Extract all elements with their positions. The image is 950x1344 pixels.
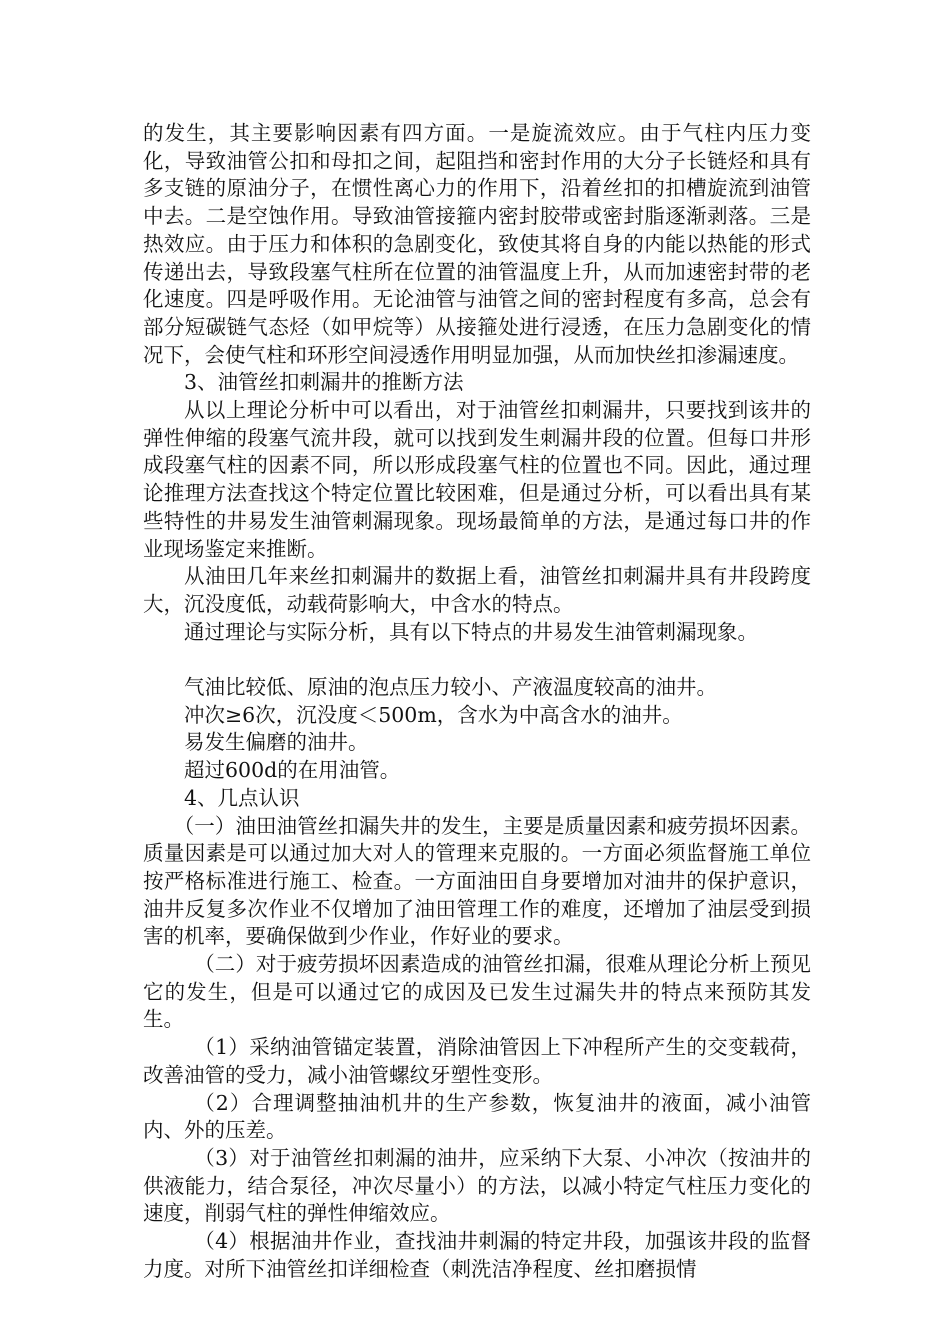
paragraph-3c: 通过理论与实际分析，具有以下特点的井易发生油管刺漏现象。 [184, 619, 758, 644]
paragraph-4b1: （1）采纳油管锚定装置，消除油管因上下冲程所产生的交变载荷，改善油管的受力，减小油管螺纹牙塑性变形。 [143, 1035, 811, 1087]
paragraph-3b: 从油田几年来丝扣刺漏井的数据上看，油管丝扣刺漏井具有井段跨度大，沉没度低，动载荷影响大，中含水的特点。 [143, 564, 811, 616]
paragraph-intro: 的发生，其主要影响因素有四方面。一是旋流效应。由于气柱内压力变化，导致油管公扣和母扣之间，起阻挡和密封作用的大分子长链烃和具有多支链的原油分子，在惯性离心力的作用下，沿着丝扣的扣槽旋流到油管中去。二是空蚀作用。导致油管接箍内密封胶带或密封脂逐渐剥落。三是热效应。由于压力和体积的急剧变化，致使其将自身的内能以热能的形式传递出去，导致段塞气柱所在位置的油管温度上升，从而加速密封带的老化速度。四是呼吸作用。无论油管与油管之间的密封程度有多高，总会有部分短碳链气态烃（如甲烷等）从接箍处进行浸透，在压力急剧变化的情况下，会使气柱和环形空间浸透作用明显加强，从而加快丝扣渗漏速度。 [143, 121, 811, 367]
paragraph-4b2: （2）合理调整抽油机井的生产参数，恢复油井的液面，减小油管内、外的压差。 [143, 1090, 811, 1143]
paragraph-3a: 从以上理论分析中可以看出，对于油管丝扣刺漏井，只要找到该井的弹性伸缩的段塞气流井段，就可以找到发生刺漏井段的位置。但每口井形成段塞气柱的因素不同，所以形成段塞气柱的位置也不同。因此，通过理论推理方法查找这个特定位置比较困难，但是通过分析，可以看出具有某些特性的井易发生油管刺漏现象。现场最简单的方法，是通过每口井的作业现场鉴定来推断。 [143, 398, 811, 561]
section-heading-4: 4、几点认识 [184, 785, 300, 810]
list-item: 易发生偏磨的油井。 [184, 730, 369, 755]
paragraph-4a: （一）油田油管丝扣漏失井的发生，主要是质量因素和疲劳损坏因素。质量因素是可以通过加大对人的管理来克服的。一方面必须监督施工单位按严格标准进行施工、检查。一方面油田自身要增加对油井的保护意识，油井反复多次作业不仅增加了油田管理工作的难度，还增加了油层受到损害的机率，要确保做到少作业，作好业的要求。 [143, 813, 811, 949]
paragraph-4b3: （3）对于油管丝扣刺漏的油井，应采纳下大泵、小冲次（按油井的供液能力，结合泵径，冲次尽量小）的方法，以减小特定气柱压力变化的速度，削弱气柱的弹性伸缩效应。 [143, 1146, 811, 1226]
paragraph-4b: （二）对于疲劳损坏因素造成的油管丝扣漏，很难从理论分析上预见它的发生，但是可以通过它的成因及已发生过漏失井的特点来预防其发生。 [143, 952, 811, 1032]
paragraph-4b4: （4）根据油井作业，查找油井刺漏的特定井段，加强该井段的监督力度。对所下油管丝扣详细检查（刺洗洁净程度、丝扣磨损情 [143, 1229, 811, 1281]
section-heading-3: 3、油管丝扣刺漏井的推断方法 [184, 370, 464, 395]
blank-line [143, 646, 811, 674]
list-item: 超过600d的在用油管。 [184, 758, 401, 783]
list-item: 气油比较低、原油的泡点压力较小、产液温度较高的油井。 [184, 675, 717, 700]
list-item: 冲次≥6次，沉没度＜500m，含水为中高含水的油井。 [184, 702, 683, 727]
document-page [143, 120, 811, 1284]
